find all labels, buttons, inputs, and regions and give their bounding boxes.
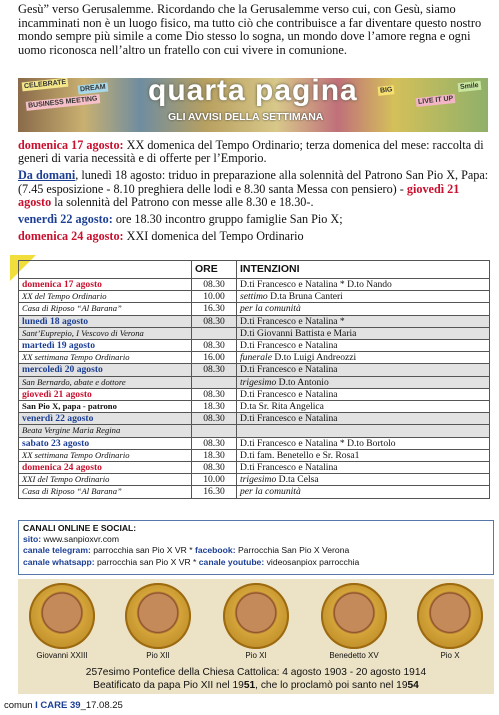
day-subtitle: Casa di Riposo “Al Barana”	[19, 486, 192, 498]
mass-time: 08.30	[192, 437, 237, 449]
day-label: lunedì 18 agosto	[19, 315, 192, 327]
mass-intention: trigesimo D.ta Celsa	[237, 474, 490, 486]
mass-time	[192, 376, 237, 388]
day-subtitle: Sant’Euprepio, I Vescovo di Verona	[19, 327, 192, 339]
table-row	[19, 279, 490, 291]
mass-time	[192, 327, 237, 339]
popes-portrait-band	[18, 579, 494, 667]
table-row	[19, 303, 490, 315]
table-row	[19, 340, 490, 352]
table-row	[19, 413, 490, 425]
table-row	[19, 315, 490, 327]
mass-time: 18.30	[192, 401, 237, 413]
mass-intention: D.ti Francesco e Natalina	[237, 462, 490, 474]
sticky-note: Smile	[458, 81, 482, 92]
notices-block	[18, 139, 494, 243]
table-row	[19, 388, 490, 400]
table-row	[19, 425, 490, 437]
pope-portrait-image	[223, 583, 289, 649]
quarta-pagina-banner	[18, 78, 488, 132]
notice-item: Da domani, lunedì 18 agosto: triduo in preparazione alla solennità del Patrono San Pio X, Papa: (7.45 esposizione - 8.10 preghiera delle lodi e 8.30 santa Messa con pensiero) - giovedì 21 agosto la solennità del Patrono con messe alle 8.30 e 18.30-.	[18, 168, 489, 209]
pope-medallion: Pio XI	[216, 583, 296, 660]
notice-item: domenica 24 agosto: XXI domenica del Tempo Ordinario	[18, 229, 304, 244]
day-label: domenica 17 agosto	[19, 279, 192, 291]
page-footer: comun I CARE 39_17.08.25	[4, 700, 123, 711]
table-row	[19, 291, 490, 303]
mass-intention: settimo D.ta Bruna Canteri	[237, 291, 490, 303]
mass-intention: per la comunità	[237, 486, 490, 498]
table-body	[19, 279, 490, 499]
day-label: sabato 23 agosto	[19, 437, 192, 449]
mass-time: 10.00	[192, 291, 237, 303]
banner-title: quarta pagina	[148, 78, 358, 107]
mass-time: 08.30	[192, 462, 237, 474]
mass-intention: D.ti Francesco e Natalina *	[237, 315, 490, 327]
mass-time: 08.30	[192, 413, 237, 425]
mass-time: 08.30	[192, 279, 237, 291]
day-label: giovedì 21 agosto	[19, 388, 192, 400]
mass-time: 16.30	[192, 486, 237, 498]
mass-time: 16.00	[192, 352, 237, 364]
table-row	[19, 364, 490, 376]
day-subtitle: Casa di Riposo “Al Barana”	[19, 303, 192, 315]
mass-time: 08.30	[192, 388, 237, 400]
day-subtitle: San Bernardo, abate e dottore	[19, 376, 192, 388]
mass-time: 08.30	[192, 340, 237, 352]
mass-time: 08.30	[192, 364, 237, 376]
day-label: domenica 24 agosto	[19, 462, 192, 474]
mass-time: 16.30	[192, 303, 237, 315]
mass-time: 18.30	[192, 449, 237, 461]
website-line: sito: www.sanpioxvr.com	[23, 534, 119, 545]
notice-item: venerdì 22 agosto: ore 18.30 incontro gruppo famiglie San Pio X;	[18, 212, 343, 227]
table-header-intenzioni: INTENZIONI	[237, 261, 490, 279]
mass-time	[192, 425, 237, 437]
sticky-note: CELEBRATE	[22, 78, 69, 91]
pope-medallion: Giovanni XXIII	[22, 583, 102, 660]
day-subtitle: XX settimana Tempo Ordinario	[19, 352, 192, 364]
mass-intention: D.ti Francesco e Natalina	[237, 364, 490, 376]
day-label: martedì 19 agosto	[19, 340, 192, 352]
whatsapp-youtube-line: canale whatsapp: parrocchia san Pio X VR * canale youtube: videosanpiox parrocchia	[23, 556, 360, 567]
mass-intention: D.ti fam. Benetello e Sr. Rosa1	[237, 449, 490, 461]
mass-intention: D.ti Giovanni Battista e Maria	[237, 327, 490, 339]
table-row	[19, 352, 490, 364]
notice-item: domenica 17 agosto: XX domenica del Tempo Ordinario; terza domenica del mese: raccolta di generi di varia necessità e di offerte per l’Emporio.	[18, 138, 484, 166]
pope-portrait-image	[321, 583, 387, 649]
mass-intention: D.ti Francesco e Natalina	[237, 388, 490, 400]
sticky-note: LIVE IT UP	[416, 94, 456, 107]
table-row	[19, 327, 490, 339]
social-channels-box	[18, 520, 494, 575]
mass-intention: D.ti Francesco e Natalina	[237, 340, 490, 352]
day-label: mercoledì 20 agosto	[19, 364, 192, 376]
pope-portrait-image	[29, 583, 95, 649]
intro-paragraph: Gesù” verso Gerusalemme. Ricordando che la Gerusalemme verso cui, con Gesù, siamo incamminati non è un luogo fisico, ma tutto ciò che contribuisce a far diventare questo nostro mondo sempre più simile a come Dio stesso lo sogna, un mondo dove l’amore regna e ogni uomo riconosca nell’altro un fratello con cui vivere in comunione.	[18, 2, 482, 57]
mass-intention	[237, 425, 490, 437]
table-row	[19, 401, 490, 413]
pope-medallion: Pio X	[410, 583, 490, 660]
mass-intention: D.ti Francesco e Natalina * D.to Bortolo	[237, 437, 490, 449]
table-row	[19, 486, 490, 498]
mass-intention: trigesimo D.to Antonio	[237, 376, 490, 388]
day-subtitle: Beata Vergine Maria Regina	[19, 425, 192, 437]
banner-subtitle: GLI AVVISI DELLA SETTIMANA	[168, 111, 324, 123]
day-label: venerdì 22 agosto	[19, 413, 192, 425]
sticky-note: BUSINESS MEETING	[26, 94, 100, 111]
mass-intention: per la comunità	[237, 303, 490, 315]
table-row	[19, 474, 490, 486]
day-subtitle: XX settimana Tempo Ordinario	[19, 449, 192, 461]
table-header-blank	[19, 261, 192, 279]
pope-portrait-image	[125, 583, 191, 649]
mass-schedule-table	[18, 260, 490, 499]
day-subtitle: XX del Tempo Ordinario	[19, 291, 192, 303]
mass-time: 08.30	[192, 315, 237, 327]
pope-medallion: Benedetto XV	[314, 583, 394, 660]
mass-time: 10.00	[192, 474, 237, 486]
table-header-ore: ORE	[192, 261, 237, 279]
sticky-note: DREAM	[78, 82, 108, 94]
pope-portrait-image	[417, 583, 483, 649]
mass-intention: funerale D.to Luigi Andreozzi	[237, 352, 490, 364]
table-row	[19, 449, 490, 461]
sticky-note: BIG	[378, 85, 395, 96]
mass-intention: D.ti Francesco e Natalina	[237, 413, 490, 425]
day-subtitle: XXI del Tempo Ordinario	[19, 474, 192, 486]
table-row	[19, 437, 490, 449]
mass-intention: D.ta Sr. Rita Angelica	[237, 401, 490, 413]
website-link[interactable]: www.sanpioxvr.com	[41, 534, 119, 545]
pope-medallion: Pio XII	[118, 583, 198, 660]
table-header-row	[19, 261, 490, 279]
pope-caption: 257esimo Pontefice della Chiesa Cattolica: 4 agosto 1903 - 20 agosto 1914 Beatificato da papa Pio XII nel 1951, che lo proclamò poi santo nel 1954	[18, 666, 494, 694]
channels-title: CANALI ONLINE E SOCIAL:	[23, 523, 137, 533]
telegram-facebook-line: canale telegram: parrocchia san Pio X VR * facebook: Parrocchia San Pio X Verona	[23, 545, 350, 556]
day-subtitle: San Pio X, papa - patrono	[19, 401, 192, 413]
table-row	[19, 376, 490, 388]
table-row	[19, 462, 490, 474]
mass-intention: D.ti Francesco e Natalina * D.to Nando	[237, 279, 490, 291]
